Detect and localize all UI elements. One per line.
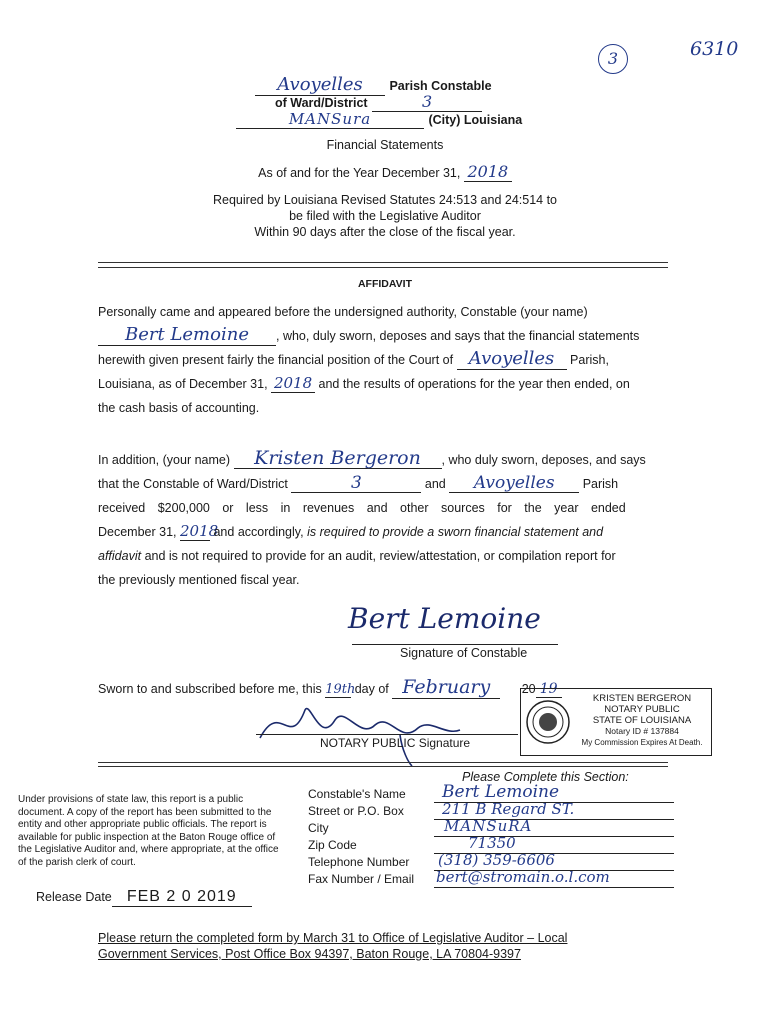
sworn-line: Sworn to and subscribed before me, this 19th day of February 20 19 — [98, 676, 562, 699]
notary-stamp — [520, 688, 712, 756]
city-name: MANSura — [236, 110, 424, 129]
constable-name-filled: Bert Lemoine — [98, 325, 276, 346]
year-value: 2018 — [464, 162, 512, 182]
contact-value-phone: (318) 359-6606 — [438, 851, 555, 869]
p1-year-filled: 2018 — [271, 374, 315, 393]
year-line: As of and for the Year December 31, 2018 — [0, 162, 770, 182]
contact-row-city: City MANSuRA — [308, 820, 678, 837]
p2-ward-filled: 3 — [291, 474, 421, 493]
stamp-title: NOTARY PUBLIC — [604, 704, 680, 715]
contact-value-street: 211 B Regard ST. — [442, 800, 575, 818]
notary-signature-line — [256, 734, 518, 735]
notary-seal-icon — [525, 699, 571, 745]
ward-label: of Ward/District — [275, 96, 368, 110]
contact-row-phone: Telephone Number (318) 359-6606 — [308, 854, 678, 871]
parish-constable-label: Parish Constable — [389, 79, 492, 93]
parish-name: Avoyelles — [255, 74, 385, 96]
contact-value-zip: 71350 — [468, 834, 516, 852]
section-divider — [98, 762, 668, 767]
p2-parish-filled: Avoyelles — [449, 474, 579, 493]
ward-number: 3 — [372, 92, 482, 112]
sworn-month: February — [392, 676, 500, 699]
contact-value-email: bert@stromain.o.l.com — [436, 868, 610, 886]
city-label: (City) Louisiana — [428, 113, 523, 127]
affidavit-title: AFFIDAVIT — [357, 278, 413, 290]
contact-value-name: Bert Lemoine — [442, 782, 560, 802]
contact-row-street: Street or P.O. Box 211 B Regard ST. — [308, 803, 678, 820]
public-notice: Under provisions of state law, this report is a public document. A copy of the report has been submitted to the entity and other appropriate public officials. The report is available for public inspection at the Baton Rouge office of the Legislative Auditor and, where appropriate, at the office of the parish clerk of court. — [18, 794, 279, 868]
contact-value-city: MANSuRA — [444, 817, 533, 835]
sworn-day: 19th — [325, 682, 356, 697]
contact-heading: Please Complete this Section: — [462, 770, 629, 784]
notary-signature-label: NOTARY PUBLIC Signature — [320, 736, 471, 750]
affidavit-paragraph-2: In addition, (your name) Kristen Bergeron , who duly sworn, deposes, and says that the Constable of Ward/District 3 and Avoyelles Parish received $200,000 or less in revenues and other sources for the year ended December 31, 2018 and accordingly, is required to provide a sworn financial statement and affidavit and is not required to provide for an audit, review/attestation, or compilation report for the previously mentioned fiscal year. — [98, 447, 646, 587]
contact-row-zip: Zip Code 71350 — [308, 837, 678, 854]
header-divider — [98, 262, 668, 268]
statute-text: Required by Louisiana Revised Statutes 24:513 and 24:514 to be filed with the Legislative Auditor Within 90 days after the close of the fiscal year. — [213, 193, 557, 239]
constable-signature-line — [352, 644, 558, 645]
notary-signature-scribble — [250, 690, 510, 770]
stamp-name: KRISTEN BERGERON — [592, 693, 692, 704]
circled-number: 3 — [598, 44, 628, 74]
header-line-2 — [275, 92, 515, 112]
doc-title: Financial Statements — [326, 138, 444, 152]
contact-row-email: Fax Number / Email bert@stromain.o.l.com — [308, 871, 678, 888]
stamp-state: STATE OF LOUISIANA — [592, 715, 692, 726]
sworn-year: 19 — [536, 681, 562, 698]
stamp-commission: My Commission Expires At Death. — [581, 738, 703, 747]
constable-signature: Bert Lemoine — [348, 602, 541, 635]
stamp-id: Notary ID # 137884 — [605, 726, 679, 736]
affidavit-paragraph-1: Personally came and appeared before the undersigned authority, Constable (your name) Bert Lemoine , who, duly sworn, deposes and says that the financial statements herewith given present fairly the financial position of the Court of Avoyelles Parish, Louisiana, as of December 31, 2018 and the results of operations for the year then ended, on the cash basis of accounting. — [98, 305, 640, 415]
p2-year-filled: 2018 — [180, 522, 219, 540]
constable-signature-label: Signature of Constable — [400, 646, 528, 660]
contact-row-name: Constable's Name Bert Lemoine — [308, 786, 678, 803]
court-parish-filled: Avoyelles — [457, 349, 567, 370]
release-date-value: FEB 2 0 2019 — [112, 888, 252, 907]
notary-name-filled: Kristen Bergeron — [234, 448, 442, 469]
footer-instructions: Please return the completed form by March 31 to Office of Legislative Auditor – Local Government Services, Post Office Box 94397, Baton Rouge, LA 70804-9397 — [98, 931, 568, 961]
release-date-row: Release Date FEB 2 0 2019 — [36, 888, 252, 907]
header-line-3 — [236, 110, 536, 130]
corner-code: 6310 — [690, 38, 739, 60]
